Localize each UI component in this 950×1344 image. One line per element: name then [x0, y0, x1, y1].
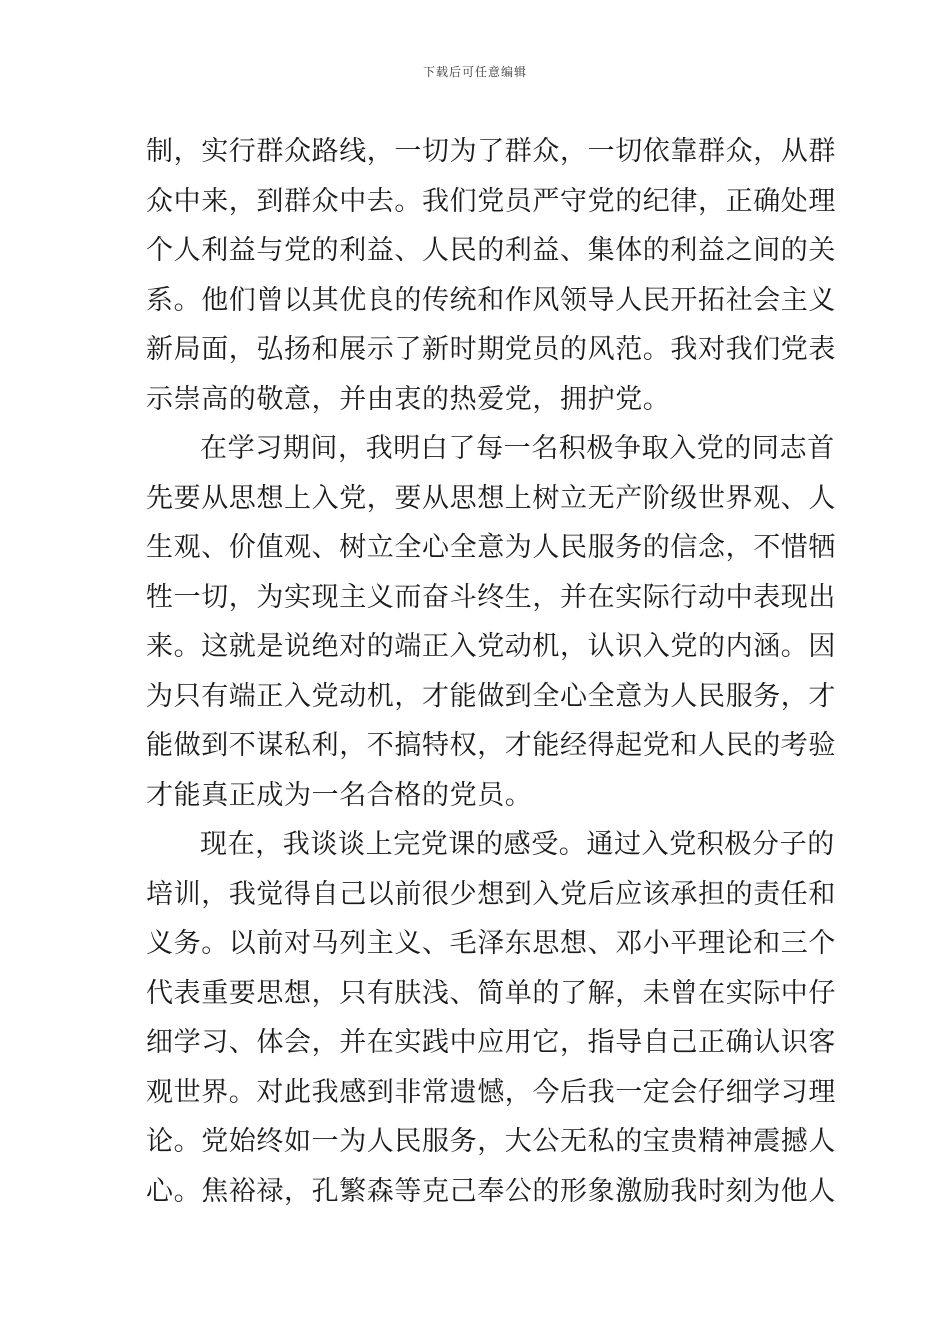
text-line: 心。焦裕禄，孔繁森等克己奉公的形象激励我时刻为他人 — [146, 1175, 836, 1207]
text-line: 牲一切，为实现主义而奋斗终生，并在实际行动中表现出 — [146, 581, 836, 613]
text-line: 代表重要思想，只有肤浅、简单的了解，未曾在实际中仔 — [146, 977, 836, 1009]
text-line: 能做到不谋私利，不搞特权，才能经得起党和人民的考验 — [146, 730, 836, 761]
text-line: 现在，我谈谈上完党课的感受。通过入党积极分子的 — [200, 829, 835, 860]
document-body — [146, 127, 836, 1216]
text-line: 先要从思想上入党，要从思想上树立无产阶级世界观、人 — [146, 482, 836, 514]
text-line: 在学习期间，我明白了每一名积极争取入党的同志首 — [200, 433, 835, 464]
text-line: 系。他们曾以其优良的传统和作风领导人民开拓社会主义 — [146, 284, 836, 316]
text-line: 个人利益与党的利益、人民的利益、集体的利益之间的关 — [146, 235, 836, 266]
text-line: 义务。以前对马列主义、毛泽东思想、邓小平理论和三个 — [146, 928, 836, 959]
text-line: 生观、价值观、树立全心全意为人民服务的信念，不惜牺 — [146, 532, 836, 563]
text-line: 论。党始终如一为人民服务，大公无私的宝贵精神震撼人 — [146, 1126, 836, 1157]
text-line: 才能真正成为一名合格的党员。 — [146, 779, 533, 811]
text-line: 培训，我觉得自己以前很少想到入党后应该承担的责任和 — [146, 878, 836, 910]
page-header: 下载后可任意编辑 — [422, 65, 527, 79]
text-line: 来。这就是说绝对的端正入党动机，认识入党的内涵。因 — [146, 631, 836, 662]
text-line: 观世界。对此我感到非常遗憾，今后我一定会仔细学习理 — [146, 1076, 836, 1108]
text-line: 新局面，弘扬和展示了新时期党员的风范。我对我们党表 — [146, 334, 836, 365]
text-line: 示崇高的敬意，并由衷的热爱党，拥护党。 — [146, 383, 671, 415]
text-line: 众中来，到群众中去。我们党员严守党的纪律，正确处理 — [146, 185, 836, 217]
text-line: 为只有端正入党动机，才能做到全心全意为人民服务，才 — [146, 680, 836, 712]
text-line: 细学习、体会，并在实践中应用它，指导自己正确认识客 — [146, 1027, 836, 1058]
text-line: 制，实行群众路线，一切为了群众，一切依靠群众，从群 — [146, 136, 836, 167]
